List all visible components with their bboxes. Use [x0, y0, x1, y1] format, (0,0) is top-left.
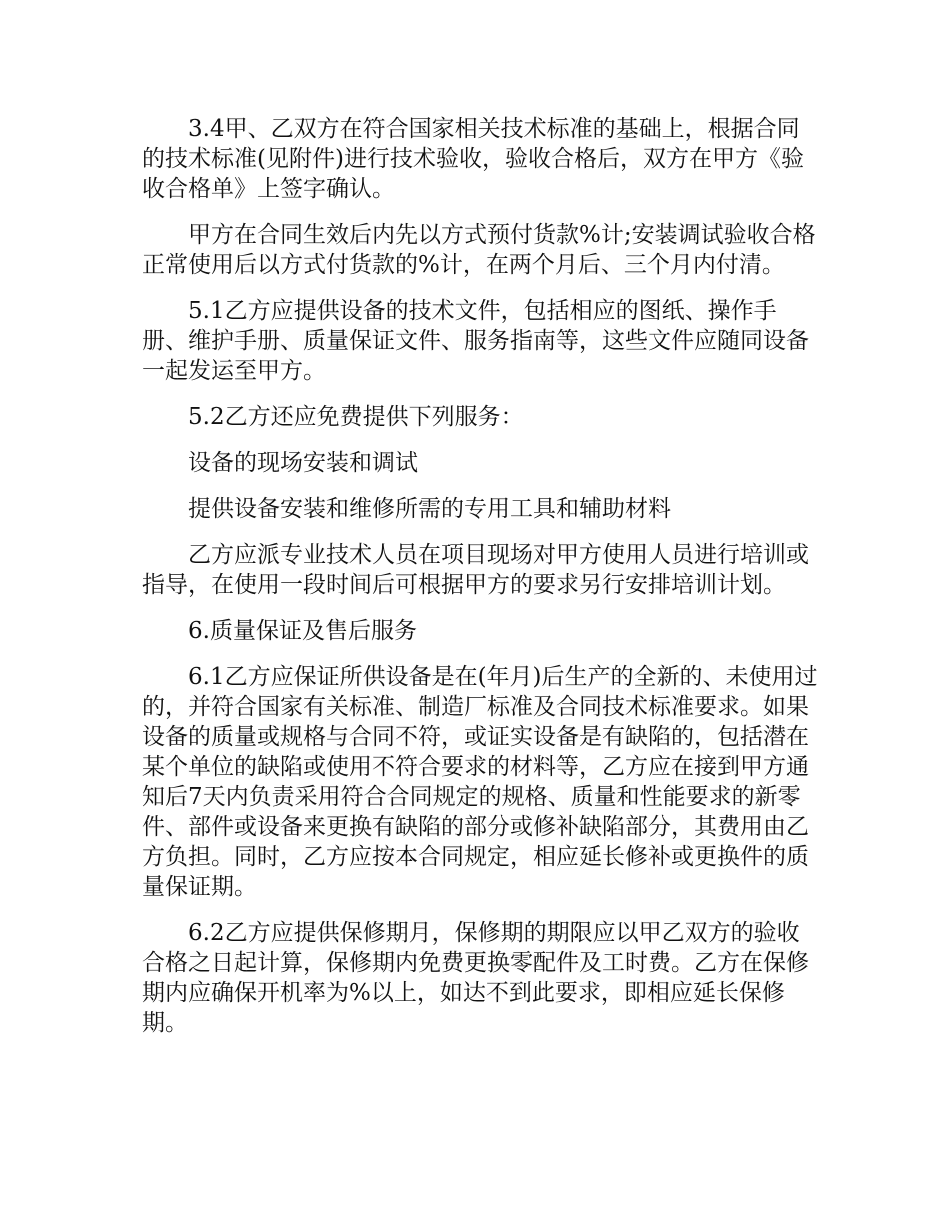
paragraph-payment: 甲方在合同生效后内先以方式预付货款%计;安装调试验收合格正常使用后以方式付货款的%计，在两个月后、三个月内付清。: [142, 222, 816, 278]
document-body: [142, 114, 822, 1054]
paragraph-3-4-acceptance: 3.4甲、乙双方在符合国家相关技术标准的基础上，根据合同的技术标准(见附件)进行技术验收，验收合格后，双方在甲方《验收合格单》上签字确认。: [142, 116, 804, 202]
section-heading-6-quality: 6.质量保证及售后服务: [188, 618, 417, 644]
paragraph-training: 乙方应派专业技术人员在项目现场对甲方使用人员进行培训或指导，在使用一段时间后可根据甲方的要求另行安排培训计划。: [142, 542, 809, 598]
paragraph-onsite-installation: 设备的现场安装和调试: [188, 450, 418, 476]
paragraph-special-tools: 提供设备安装和维修所需的专用工具和辅助材料: [188, 496, 671, 522]
paragraph-5-1-technical-documents: 5.1乙方应提供设备的技术文件，包括相应的图纸、操作手册、维护手册、质量保证文件、服务指南等，这些文件应随同设备一起发运至甲方。: [142, 298, 809, 384]
paragraph-5-2-free-services: 5.2乙方还应免费提供下列服务：: [188, 404, 524, 430]
paragraph-6-2-warranty-period: 6.2乙方应提供保修期月，保修期的期限应以甲乙双方的验收合格之日起计算，保修期内免费更换零配件及工时费。乙方在保修期内应确保开机率为%以上，如达不到此要求，即相应延长保修期。: [142, 920, 809, 1036]
paragraph-6-1-quality-guarantee: 6.1乙方应保证所供设备是在(年月)后生产的全新的、未使用过的，并符合国家有关标准、制造厂标准及合同技术标准要求。如果设备的质量或规格与合同不符，或证实设备是有缺陷的，包括潜在某个单位的缺陷或使用不符合要求的材料等，乙方应在接到甲方通知后7天内负责采用符合合同规定的规格、质量和性能要求的新零件、部件或设备来更换有缺陷的部分或修补缺陷部分，其费用由乙方负担。同时，乙方应按本合同规定，相应延长修补或更换件的质量保证期。: [142, 664, 818, 900]
